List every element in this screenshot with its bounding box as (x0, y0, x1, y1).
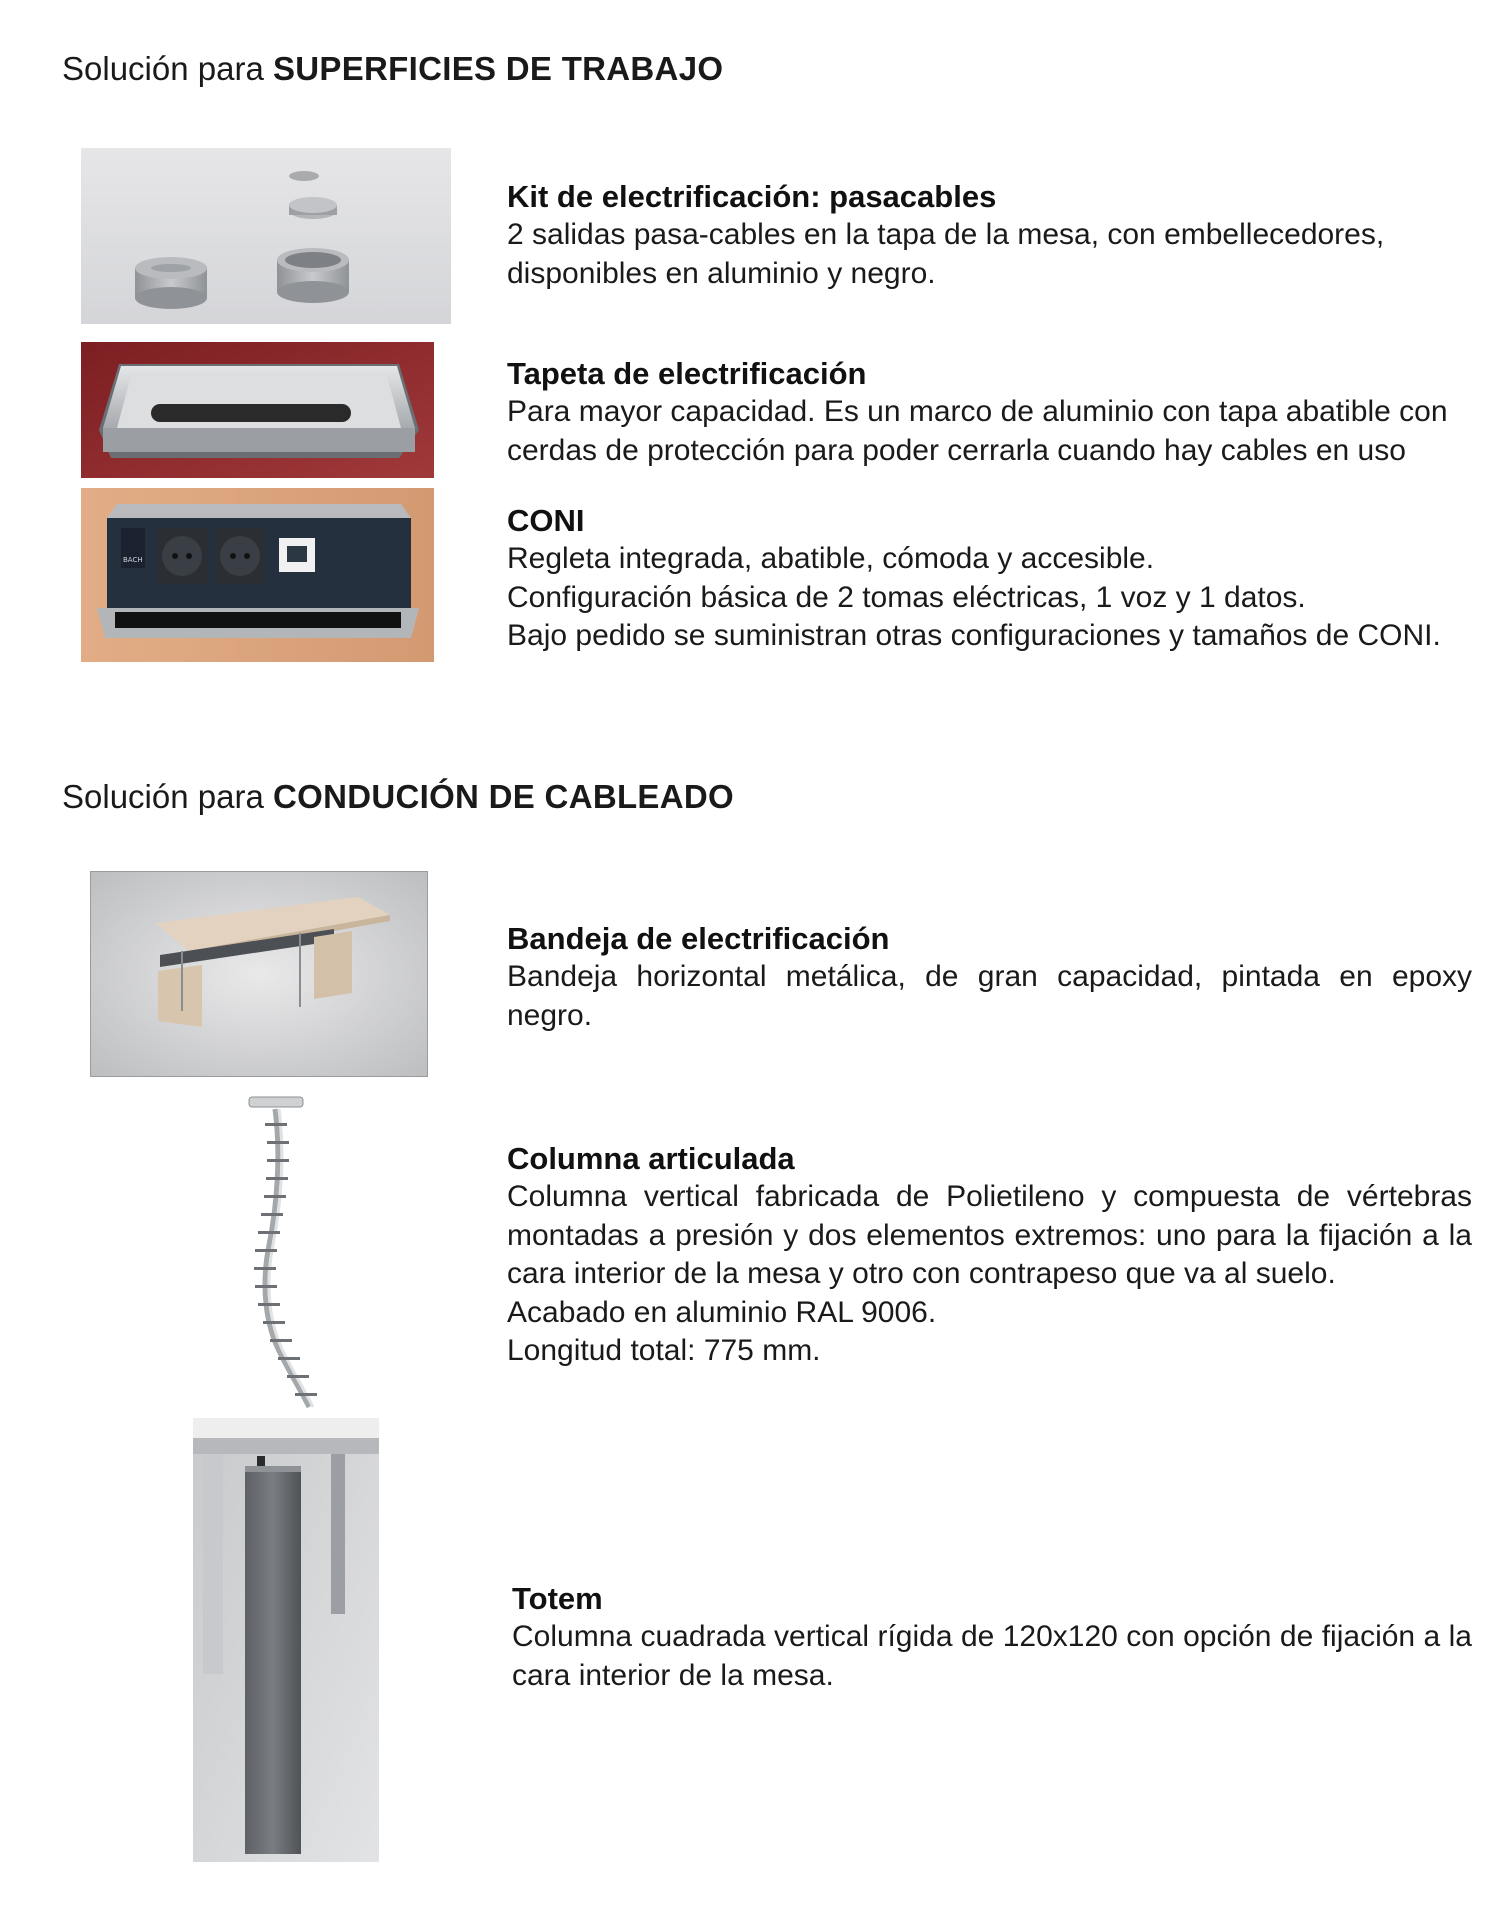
item-line: Configuración básica de 2 tomas eléctricas, 1 voz y 1 datos. (507, 580, 1306, 614)
section-heading-worksurfaces (62, 50, 723, 88)
heading-prefix: Solución para (62, 50, 264, 87)
item-columna (507, 1140, 1472, 1371)
item-text: Bandeja horizontal metálica, de gran capacidad, pintada en epoxy negro. (507, 960, 1472, 1032)
item-line: Regleta integrada, abatible, cómoda y accesible. (507, 542, 1155, 575)
item-kit-pasacables (507, 178, 1472, 293)
item-line: Acabado en aluminio RAL 9006. (507, 1295, 937, 1329)
item-totem (512, 1580, 1472, 1695)
section-heading-cabling (62, 778, 734, 816)
cable-tray-image (90, 871, 428, 1077)
item-title: Tapeta de electrificación (507, 356, 867, 391)
item-line: cerdas de protección para poder cerrarla cuando hay cables en uso (507, 433, 1406, 467)
heading-title: SUPERFICIES DE TRABAJO (272, 50, 724, 87)
item-text: Columna vertical fabricada de Polietileno y compuesta de vértebras montadas a presión y dos elementos extremos: uno para la fijación a la cara interior de la mesa y otro con contrapeso que va al suelo. (507, 1180, 1472, 1290)
cable-grommet-image (81, 148, 451, 324)
item-text: Columna cuadrada vertical rígida de 120x120 con opción de fijación a la cara interior de la mesa. (512, 1620, 1472, 1692)
item-coni (507, 502, 1472, 656)
heading-prefix: Solución para (62, 778, 264, 815)
cable-flap-image (81, 342, 434, 478)
item-line: Bajo pedido se suministran otras configuraciones y tamaños de CONI. (507, 619, 1441, 652)
item-title: Bandeja de electrificación (507, 921, 890, 956)
item-title: CONI (507, 503, 585, 538)
articulated-column-image (225, 1095, 345, 1415)
totem-column-image (193, 1418, 379, 1862)
heading-title: CONDUCIÓN DE CABLEADO (272, 778, 734, 815)
item-bandeja (507, 920, 1472, 1035)
brand-logo-text: BACH (123, 556, 143, 564)
item-line: Para mayor capacidad. Es un marco de aluminio con tapa abatible con (507, 395, 1448, 428)
item-line: 2 salidas pasa-cables en la tapa de la mesa, con embellecedores, (507, 218, 1385, 251)
item-line: Longitud total: 775 mm. (507, 1334, 821, 1367)
item-title: Columna articulada (507, 1141, 795, 1176)
item-title: Kit de electrificación: pasacables (507, 179, 997, 214)
item-line: disponibles en aluminio y negro. (507, 256, 936, 290)
item-title: Totem (512, 1581, 603, 1616)
coni-power-strip-image (81, 488, 434, 662)
item-tapeta (507, 355, 1472, 470)
